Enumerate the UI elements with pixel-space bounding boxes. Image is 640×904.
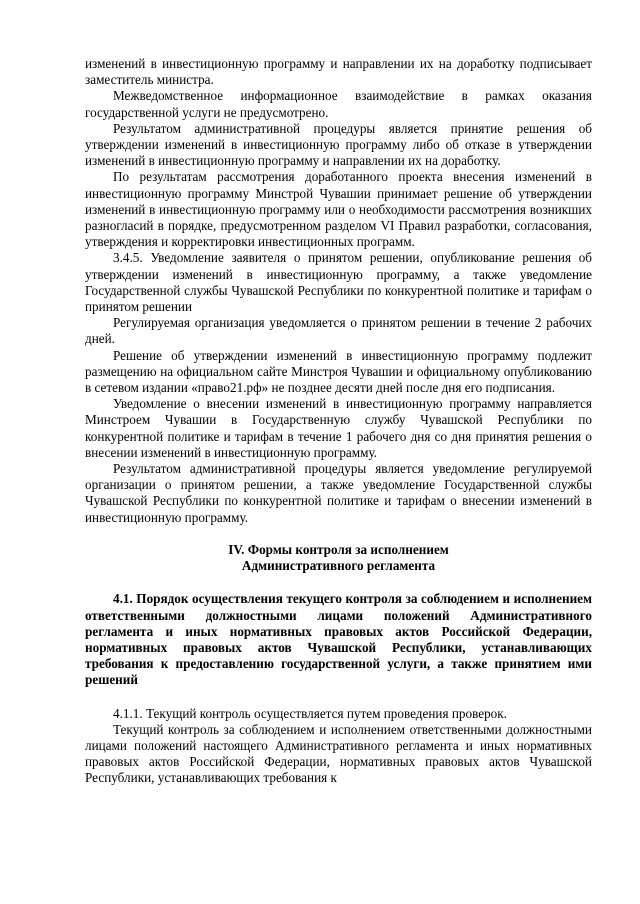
paragraph-3-4-5: 3.4.5. Уведомление заявителя о принятом решении, опубликование решения об утверждении изменений в инвестиционную программу, а также уведомление Государственной службы Чувашской Республики по конкурентной политике и тарифам о принятом решении xyxy=(85,250,592,315)
paragraph-interagency: Межведомственное информационное взаимодействие в рамках оказания государственной услуги не предусмотрено. xyxy=(85,88,592,120)
paragraph-publication: Решение об утверждении изменений в инвестиционную программу подлежит размещению на официальном сайте Минстроя Чувашии и официальному опубликованию в сетевом издании «право21.рф» не позднее десяти дней после дня его подписания. xyxy=(85,347,592,396)
paragraph-result-2: Результатом административной процедуры является уведомление регулируемой организации о принятом решении, а также уведомление Государственной службы Чувашской Республики по конкурентной политике и тарифам о внесении изменений в инвестиционную программу. xyxy=(85,461,592,525)
subsection-heading-4-1: 4.1. Порядок осуществления текущего контроля за соблюдением и исполнением ответственными должностными лицами положений Административного регламента и иных нормативных правовых актов Российской Федерации, нормативных правовых актов Чувашской Республики, устанавливающих требования к предоставлению государственной услуги, а также принятием ими решений xyxy=(85,591,592,688)
paragraph-continuation: изменений в инвестиционную программу и направлении их на доработку подписывает заместитель министра. xyxy=(85,56,592,88)
section-heading xyxy=(85,542,592,574)
paragraph-notification: Регулируемая организация уведомляется о принятом решении в течение 2 рабочих дней. xyxy=(85,315,592,347)
paragraph-current-control: Текущий контроль за соблюдением и исполнением ответственными должностными лицами положений настоящего Административного регламента и иных нормативных правовых актов Российской Федерации, нормативных правовых актов Чувашской Республики, устанавливающих требования к xyxy=(85,721,592,786)
paragraph-4-1-1: 4.1.1. Текущий контроль осуществляется путем проведения проверок. xyxy=(113,705,507,721)
paragraph-result-1: Результатом административной процедуры является принятие решения об утверждении изменений в инвестиционную программу либо об отказе в утверждении изменений в инвестиционную программу и направлении их на доработку. xyxy=(85,120,592,169)
paragraph-review: По результатам рассмотрения доработанного проекта внесения изменений в инвестиционную программу Минстрой Чувашии принимает решение об утверждении изменений в инвестиционную программу или о необходимости рассмотрения возникших разногласий в порядке, предусмотренном разделом VI Правил разработки, согласования, утверждения и корректировки инвестиционных программ. xyxy=(85,169,592,250)
section-heading-line-1: IV. Формы контроля за исполнением xyxy=(228,541,449,557)
paragraph-state-service: Уведомление о внесении изменений в инвестиционную программу направляется Минстроем Чувашии в Государственную службу Чувашской Республики по конкурентной политике и тарифам в течение 1 рабочего дня со дня принятия решения о внесении изменений в инвестиционную программу. xyxy=(85,396,592,460)
section-heading-line-2: Административного регламента xyxy=(241,558,436,574)
